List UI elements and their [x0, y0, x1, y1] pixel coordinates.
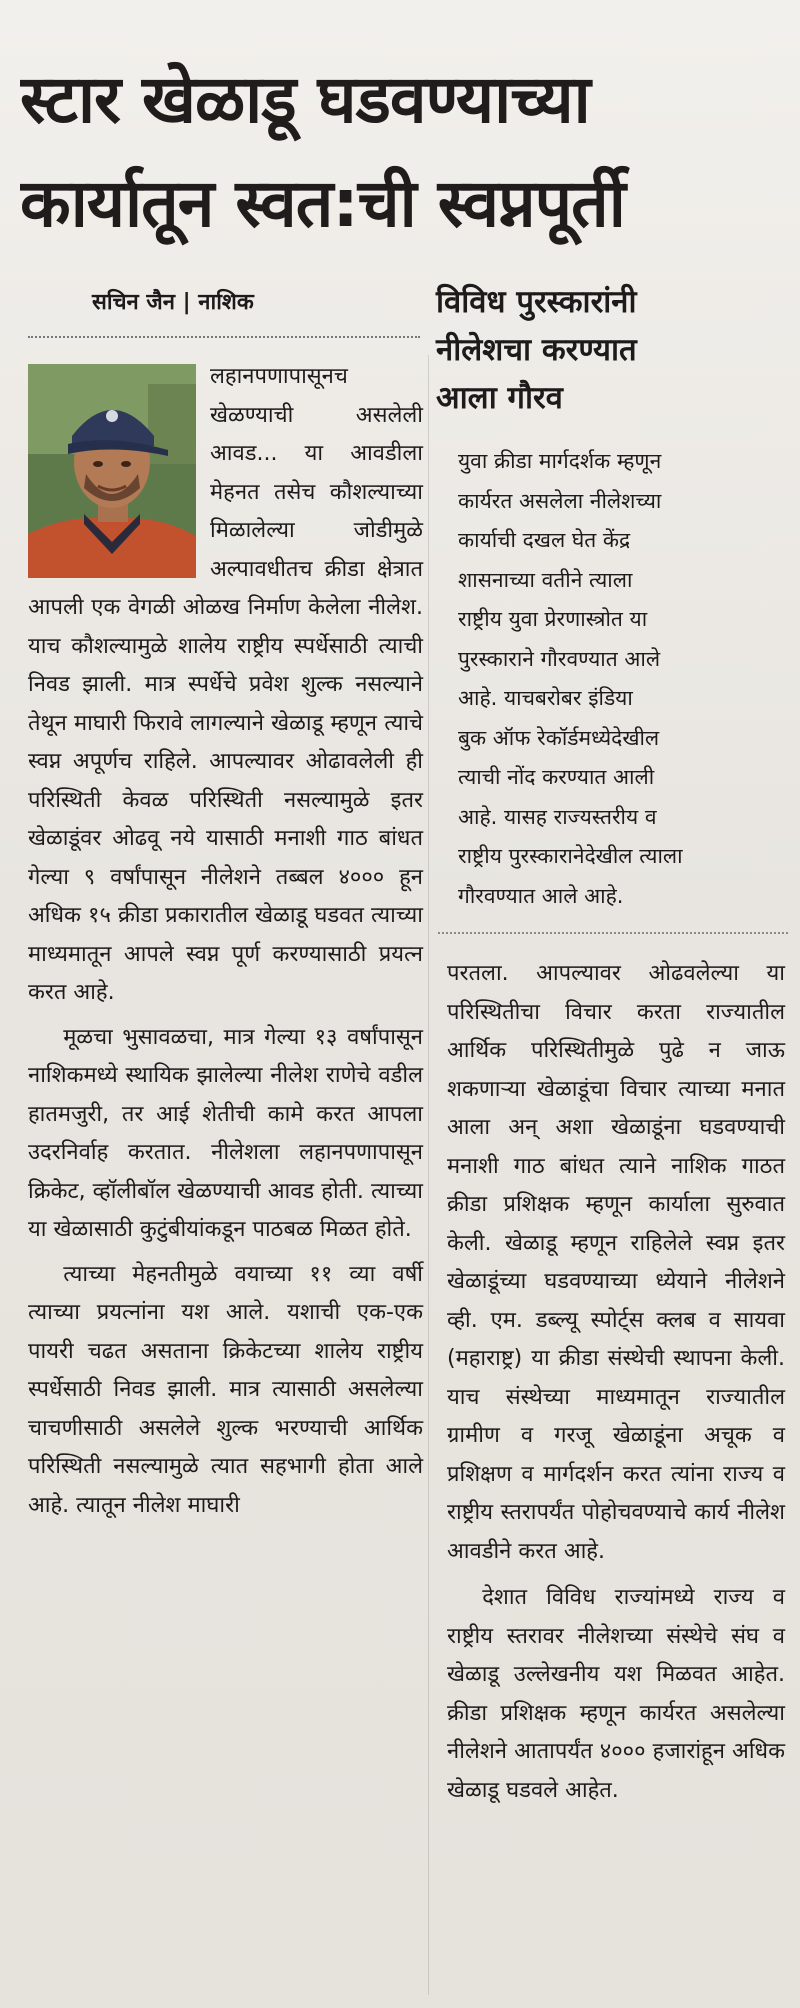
award-text [436, 442, 783, 916]
award-line: त्याची नोंद करण्यात आली [458, 765, 655, 789]
paragraph-3: त्याच्या मेहनतीमुळे वयाच्या ११ व्या वर्षी त्याच्या प्रयत्नांना यश आले. यशाची एक-एक पायरी चढत असताना क्रिकेटच्या शालेय राष्ट्रीय स्पर्धेसाठी निवड झाली. मात्र त्यासाठी असलेल्या चाचणीसाठी असलेले शुल्क भरण्याची आर्थिक परिस्थिती नसल्यामुळे त्यात सहभागी होता आले आहे. त्यातून नीलेश माघारी [28, 1261, 423, 1518]
award-line: राष्ट्रीय युवा प्रेरणास्त्रोत या [458, 607, 648, 631]
headline [20, 48, 790, 256]
paragraph-1 [28, 358, 423, 1013]
headline-line-2: कार्यातून स्वत:ची स्वप्नपूर्ती [20, 165, 625, 242]
award-line: शासनाच्या वतीने त्याला [458, 567, 633, 592]
byline: सचिन जैन | नाशिक [92, 290, 254, 315]
award-line: कार्यरत असलेला नीलेशच्या [458, 488, 662, 513]
right-column [447, 955, 785, 1810]
award-line: गौरवण्यात आले आहे. [458, 883, 624, 908]
subhead-line-3: आला गौरव [436, 380, 563, 416]
subhead-line-1: विविध पुरस्कारांनी [436, 284, 637, 320]
column-gutter [428, 355, 429, 1995]
award-line: पुरस्काराने गौरवण्यात आले [458, 646, 661, 671]
right-column-divider [438, 932, 788, 934]
byline-divider [28, 336, 420, 338]
award-subhead [436, 278, 786, 422]
award-line: युवा क्रीडा मार्गदर्शक म्हणून [458, 449, 662, 473]
award-line: बुक ऑफ रेकॉर्डमध्येदेखील [458, 725, 660, 750]
paragraph-2: मूळचा भुसावळचा, मात्र गेल्या १३ वर्षांपासून नाशिकमध्ये स्थायिक झालेल्या नीलेश राणेचे वडील हातमजुरी, तर आई शेतीची कामे करत आपला उदरनिर्वाह करतात. नीलेशला लहानपणापासून क्रिकेट, व्हॉलीबॉल खेळण्याची आवड होती. त्याच्या या खेळासाठी कुटुंबीयांकडून पाठबळ मिळत होते. [28, 1024, 423, 1242]
award-box [436, 278, 786, 916]
paragraph-5: देशात विविध राज्यांमध्ये राज्य व राष्ट्रीय स्तरावर नीलेशच्या संस्थेचे संघ व खेळाडू उल्लेखनीय यश मिळवत आहेत. क्रीडा प्रशिक्षक म्हणून कार्यरत असलेल्या नीलेशने आतापर्यंत ४००० हजारांहून अधिक खेळाडू घडवले आहेत. [447, 1585, 785, 1803]
subhead-line-2: नीलेशचा करण्यात [436, 332, 637, 368]
paragraph-1-text: लहानपणापासूनच खेळण्याची असलेली आवड... या आवडीला मेहनत तसेच कौशल्याच्या मिळालेल्या जोडीमुळे अल्पावधीतच क्रीडा क्षेत्रात आपली एक वेगळी ओळख निर्माण केलेला नीलेश. याच कौशल्यामुळे शालेय राष्ट्रीय स्पर्धेसाठी त्याची निवड झाली. मात्र स्पर्धेचे प्रवेश शुल्क नसल्याने तेथून माघारी फिरावे लागल्याने खेळाडू म्हणून त्याचे स्वप्न अपूर्णच राहिले. आपल्यावर ओढावलेली ही परिस्थिती केवळ परिस्थिती नसल्यामुळे इतर खेळाडूंवर ओढवू नये यासाठी मनाशी गाठ बांधत गेल्या ९ वर्षांपासून नीलेशने तब्बल ४००० हून अधिक १५ क्रीडा प्रकारातील खेळाडू घडवत त्याच्या माध्यमातून आपले स्वप्न पूर्ण करण्यासाठी प्रयत्न करत आहे. [28, 364, 423, 1005]
paragraph-4: परतला. आपल्यावर ओढवलेल्या या परिस्थितीचा विचार करता राज्यातील आर्थिक परिस्थितीमुळे पुढे न जाऊ शकणाऱ्या खेळाडूंचा विचार त्याच्या मनात आला अन् अशा खेळाडूंना घडवण्याची मनाशी गाठ बांधत त्याने नाशिक गाठत क्रीडा प्रशिक्षक म्हणून कार्याला सुरुवात केली. खेळाडू म्हणून राहिलेले स्वप्न इतर खेळाडूंच्या घडवण्याच्या ध्येयाने नीलेशने व्ही. एम. डब्ल्यू स्पोर्ट्स क्लब व सायवा (महाराष्ट्र) या क्रीडा संस्थेची स्थापना केली. याच संस्थेच्या माध्यमातून राज्यातील ग्रामीण व गरजू खेळाडूंना अचूक व प्रशिक्षण व मार्गदर्शन करत त्यांना राज्य व राष्ट्रीय स्तरापर्यंत पोहोचवण्याचे कार्य नीलेश आवडीने करत आहे. [447, 961, 785, 1564]
left-column [28, 358, 423, 1525]
award-line: आहे. यासह राज्यस्तरीय व [458, 804, 657, 829]
award-line: कार्याची दखल घेत केंद्र [458, 528, 631, 552]
award-line: राष्ट्रीय पुरस्कारानेदेखील त्याला [458, 844, 683, 868]
headline-line-1: स्टार खेळाडू घडवण्याच्या [20, 61, 590, 138]
portrait-photo [28, 364, 196, 578]
award-line: आहे. याचबरोबर इंडिया [458, 686, 633, 710]
